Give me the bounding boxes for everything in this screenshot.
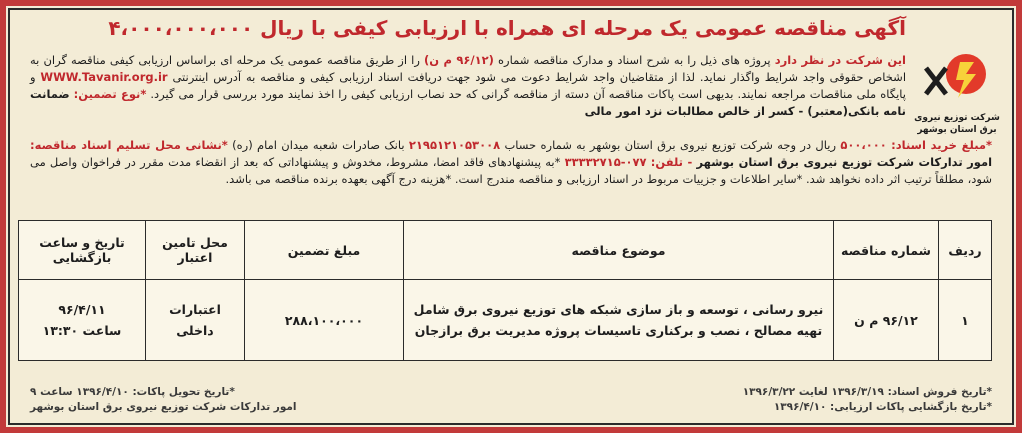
company-name: شرکت توزیع نیروی برق استان بوشهر: [914, 113, 1000, 135]
cell-subject: نیرو رسانی ، توسعه و باز سازی شبکه های توزیع نیروی برق شامل تهیه مصالح ، نصب و برکناری تاسیسات پروژه مدیریت برق برازجان: [404, 280, 834, 361]
lightning-logo-icon: [922, 50, 992, 108]
header-credit: محل تامین اعتبار: [146, 221, 245, 280]
price-label: *مبلغ خرید اسناد:: [891, 138, 993, 152]
header-amount: مبلغ تضمین: [245, 221, 404, 280]
guarantee-text: ضمانت نامه بانکی(معتبر) - کسر از خالص مطالبات نزد امور مالی: [30, 87, 906, 118]
opening-date: ۹۶/۴/۱۱: [58, 302, 106, 317]
header-tender-no: شماره مناقصه: [834, 221, 939, 280]
intro-text: پروژه های ذیل را به شرح اسناد و مدارک مناقصه شماره: [498, 53, 771, 67]
sale-dates: *تاریخ فروش اسناد: ۱۳۹۶/۳/۱۹ لغایت ۱۳۹۶/۳/۲۲: [742, 386, 992, 398]
cell-amount: ۲۸۸،۱۰۰،۰۰۰: [245, 280, 404, 361]
cell-index: ۱: [939, 280, 992, 361]
delivery-text: امور تدارکات شرکت توزیع نیروی برق استان بوشهر: [696, 155, 993, 169]
account-number: ۲۱۹۵۱۲۱۰۵۳۰۰۸: [408, 138, 501, 152]
tender-table: [18, 220, 992, 361]
delivery-date: *تاریخ تحویل پاکات: ۱۳۹۶/۴/۱۰ ساعت ۹: [30, 386, 235, 398]
notice-body-top: [30, 52, 906, 120]
notice-body-bottom: [30, 137, 992, 188]
website-link[interactable]: WWW.Tavanir.org.ir: [40, 70, 168, 84]
intro-red: این شرکت در نظر دارد: [774, 53, 906, 67]
guarantee-label: *نوع تضمین:: [73, 87, 147, 101]
table-row: [19, 280, 992, 361]
header-subject: موضوع مناقصه: [404, 221, 834, 280]
delivery-label: *نشانی محل تسلیم اسناد مناقصه:: [30, 138, 228, 152]
company-logo: [912, 50, 1002, 136]
opening-evaluation-date: *تاریخ بازگشایی پاکات ارزیابی: ۱۳۹۶/۴/۱۰: [773, 401, 992, 413]
intro-text-3: و پایگاه ملی مناقصات مراجعه نمایند. بدیهی است پاکات مناقصه آن دسته از مناقصه گرانی که حد نصاب ارزیابی کیفی را اخذ نمایند مورد بررسی قرار می گیرد.: [30, 70, 906, 101]
closing-text: *به پیشنهادهای فاقد امضا، مشروط، مخدوش و پیشنهاداتی که بعد از انقضاء مدت مقرر در فراخوان واصل می شود، مطلقاً ترتیب اثر داده نخواهد شد. *سایر اطلاعات و جزییات مربوط در اسناد ارزیابی و مناقصه مندرج است. *هزینه درج آگهی بعهده برنده مناقصه می باشد.: [30, 155, 992, 186]
footer-signature: امور تدارکات شرکت توزیع نیروی برق استان بوشهر: [30, 401, 297, 413]
cell-credit: اعتبارات داخلی: [146, 280, 245, 361]
price-text: ریال در وجه شرکت توزیع نیروی برق استان بوشهر به شماره حساب: [504, 138, 836, 152]
intro-text-2: را از طریق مناقصه عمومی یک مرحله ای براساس ارزیابی کیفی مناقصه گران به اشخاص حقوقی واجد شرایط واگذار نماید. لذا از متقاضیان واجد شرایط دعوت می شود جهت دریافت اسناد ارزیابی کیفی و مناقصه به آدرس اینترنتی: [30, 53, 907, 84]
price-value: ۵۰۰،۰۰۰: [840, 138, 887, 152]
phone-label: - تلفن:: [650, 155, 693, 169]
bank-text: بانک صادرات شعبه میدان امام (ره): [232, 138, 405, 152]
header-index: ردیف: [939, 221, 992, 280]
table-header-row: [19, 221, 992, 280]
cell-date: [19, 280, 146, 361]
phone-number: ۰۷۷-۳۳۳۳۲۷۱۵: [564, 155, 647, 169]
header-date: تاریخ و ساعت بازگشایی: [19, 221, 146, 280]
tender-number: (۹۶/۱۲ م ن): [424, 53, 494, 67]
notice-footer: [30, 385, 992, 415]
cell-tender-no: ۹۶/۱۲ م ن: [834, 280, 939, 361]
opening-time: ساعت ۱۳:۳۰: [42, 323, 122, 338]
notice-title: آگهی مناقصه عمومی یک مرحله ای همراه با ارزیابی کیفی با ریال ۴،۰۰۰،۰۰۰،۰۰۰: [108, 16, 906, 40]
